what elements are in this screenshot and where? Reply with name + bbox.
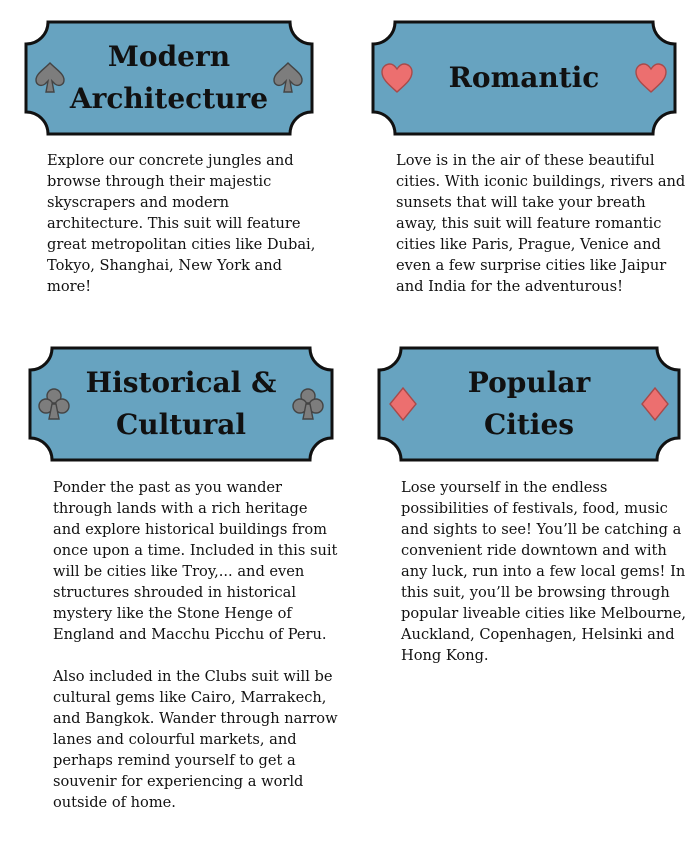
card-paragraph: Lose yourself in the endless possibilities of festivals, food, music and sights to see! You’ll be catching a convenient ride downtown and with any luck, run into a few local gems! In this suit, you’ll be browsing through popular liveable cities like Melbourne, Auckland, Copenhagen, Helsinki and Hong Kong. <box>401 479 687 664</box>
card-title-line: Architecture <box>69 82 269 115</box>
card-paragraph: Explore our concrete jungles and browse through their majestic skyscrapers and modern architecture. This suit will feature great metropolitan cities like Dubai, Tokyo, Shanghai, New York and more! <box>47 152 316 295</box>
card-description <box>401 477 691 666</box>
card-description <box>47 150 327 297</box>
card-description <box>53 477 338 813</box>
card-title-line: Romantic <box>448 61 600 94</box>
card-paragraph: Love is in the air of these beautiful cities. With iconic buildings, rivers and sunsets that will take your breath away, this suit will feature romantic cities like Paris, Prague, Venice and even a few surprise cities like Jaipur and India for the adventurous! <box>396 152 686 295</box>
card-title-line: Modern <box>107 40 231 73</box>
banner-popular-cities <box>377 346 681 462</box>
banner-romantic <box>371 20 677 136</box>
card-title-line: Historical & <box>85 366 277 399</box>
card-title <box>371 20 677 136</box>
card-paragraph: Ponder the past as you wander through lands with a rich heritage and explore historical buildings from once upon a time. Included in this suit will be cities like Troy,... and even structures shrouded in historical mystery like the Stone Henge of England and Macchu Picchu of Peru. <box>53 479 338 643</box>
card-title-line: Cities <box>483 408 575 441</box>
banner-historical-cultural <box>28 346 334 462</box>
card-title-line: Cultural <box>115 408 247 441</box>
card-title-line: Popular <box>467 366 591 399</box>
card-title <box>24 20 314 136</box>
banner-modern-architecture <box>24 20 314 136</box>
card-paragraph: Also included in the Clubs suit will be cultural gems like Cairo, Marrakech, and Bangkok. Wander through narrow lanes and colourful markets, and perhaps remind yourself to get a souvenir for experiencing a world outside of home. <box>53 668 338 811</box>
card-description <box>396 150 686 297</box>
card-title <box>377 346 681 462</box>
card-title <box>28 346 334 462</box>
